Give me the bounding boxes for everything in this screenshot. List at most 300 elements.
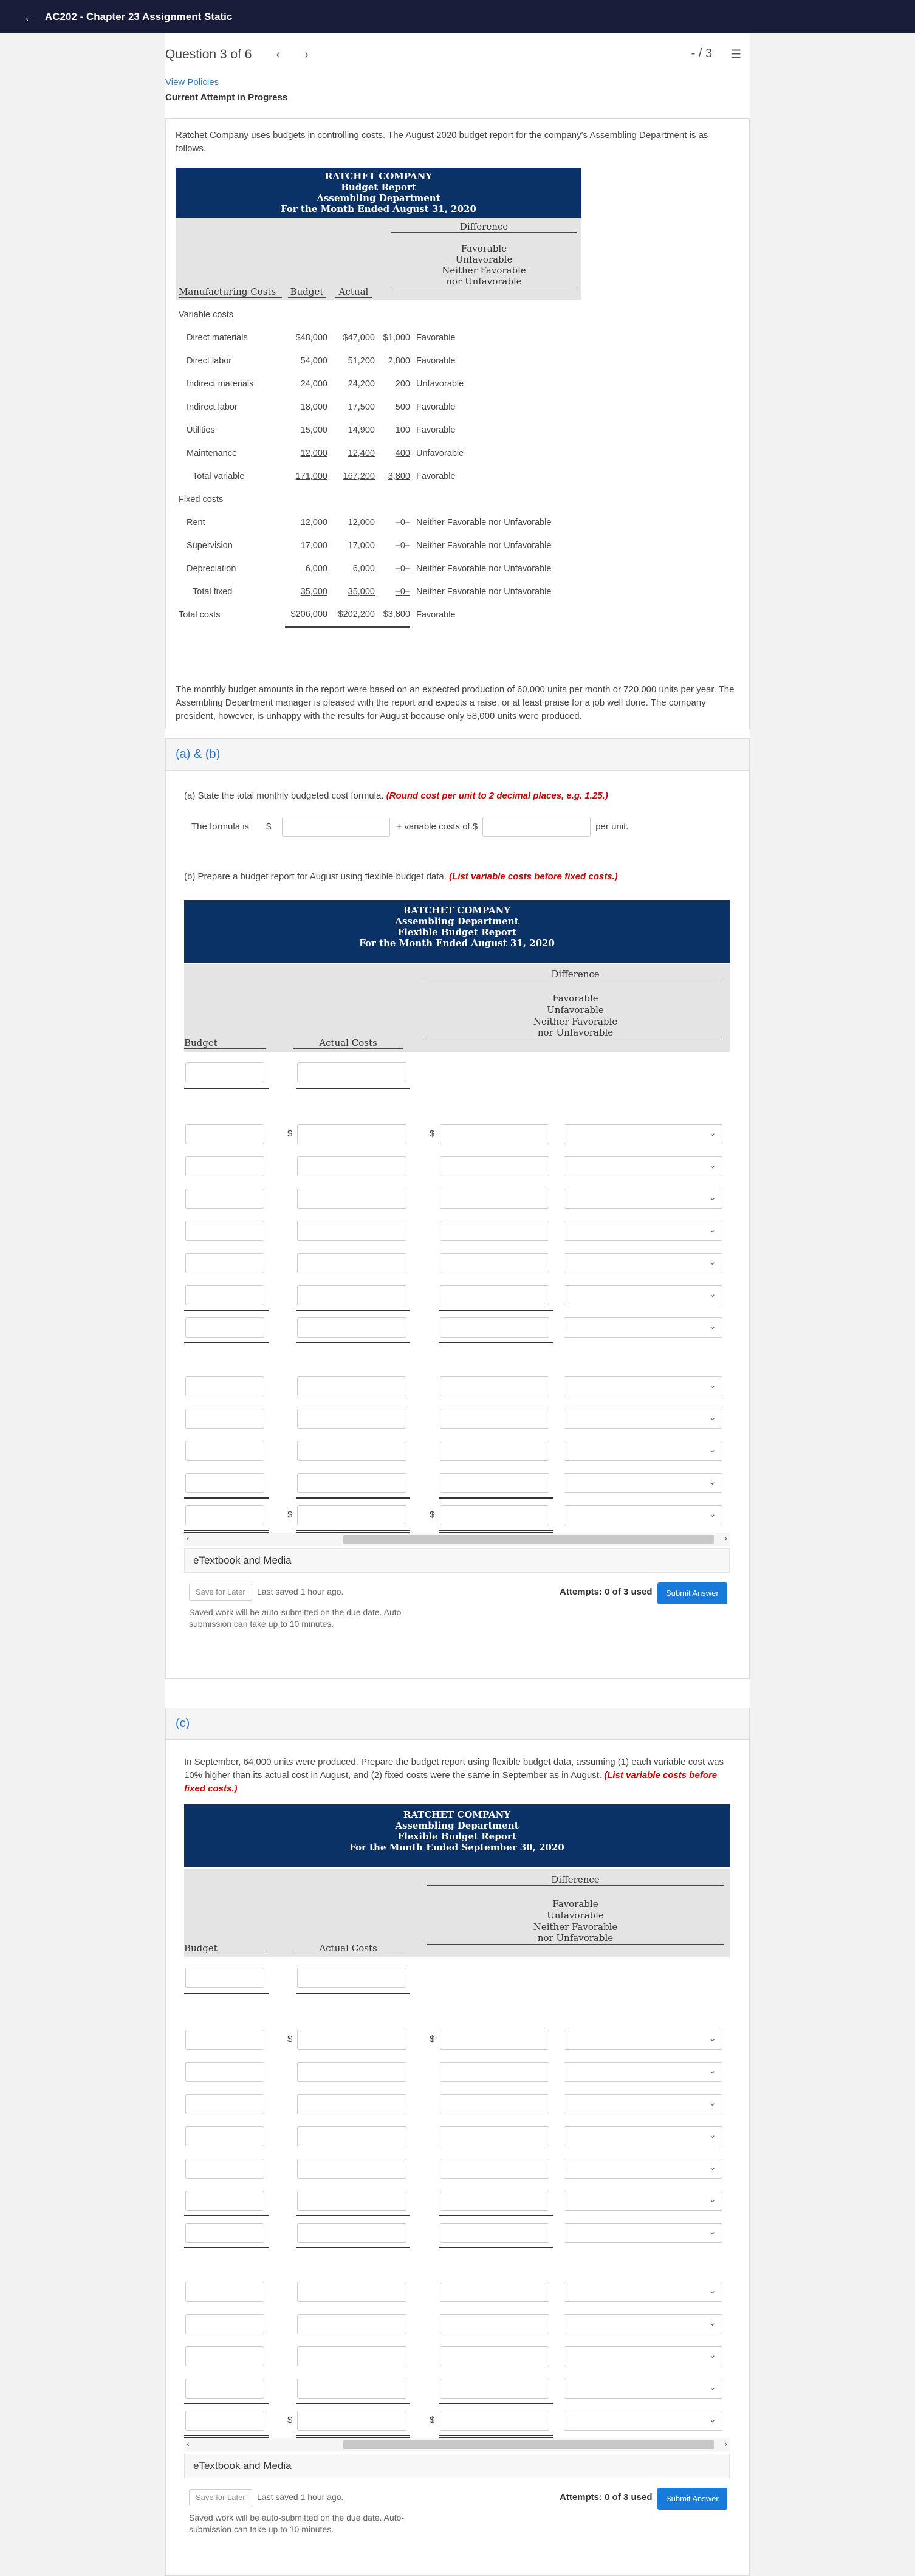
- report-fav-header: [391, 243, 577, 287]
- part-ab-title: (a) & (b): [166, 739, 749, 771]
- underline: [184, 1088, 269, 1089]
- dollar-sign: $: [266, 822, 272, 832]
- per-unit-label: per unit.: [595, 822, 629, 832]
- report-row: [176, 326, 581, 349]
- diff-value: –0–: [395, 564, 410, 574]
- cost-name: Total costs: [179, 610, 221, 620]
- difference-input[interactable]: [440, 2191, 549, 2211]
- actual-cost-input[interactable]: [297, 1156, 406, 1176]
- actual-cost-input[interactable]: [297, 2411, 406, 2431]
- fav-value: Favorable: [416, 402, 456, 412]
- cost-name: Indirect labor: [187, 402, 238, 412]
- difference-input[interactable]: [440, 2346, 549, 2366]
- part-c-instruction: [184, 1756, 731, 1795]
- cost-item-input[interactable]: [185, 2126, 264, 2146]
- diff-value: 100: [395, 425, 410, 435]
- fb-fav-header: [427, 1898, 724, 1945]
- diff-value: $3,800: [375, 603, 410, 627]
- fb-name: Flexible Budget Report: [397, 927, 516, 938]
- report-row: [176, 557, 581, 580]
- difference-input[interactable]: [440, 1156, 549, 1176]
- fav-label: Favorable: [461, 243, 507, 254]
- cost-name: Utilities: [187, 425, 215, 435]
- difference-input[interactable]: [440, 1317, 549, 1338]
- actual-cost-input[interactable]: [297, 2223, 406, 2243]
- diff-value: 400: [395, 448, 410, 458]
- top-bar: [0, 0, 915, 33]
- fav-label: Neither Favorable: [533, 1015, 618, 1027]
- fav-value: Neither Favorable nor Unfavorable: [416, 564, 552, 574]
- fb-difference: Difference: [427, 1874, 724, 1886]
- cost-name: Supervision: [187, 541, 233, 551]
- fav-label: nor Unfavorable: [537, 1932, 614, 1944]
- favorable-select[interactable]: [564, 1473, 722, 1493]
- budget-value: 6,000: [305, 564, 327, 574]
- units-budget-input[interactable]: [185, 1062, 264, 1082]
- cost-item-input[interactable]: [185, 1189, 264, 1209]
- cost-item-input[interactable]: [185, 1473, 264, 1493]
- difference-input[interactable]: [440, 2223, 549, 2243]
- difference-input[interactable]: [440, 2126, 549, 2146]
- part-a-instruction: [184, 791, 608, 801]
- difference-input[interactable]: [440, 2159, 549, 2179]
- actual-cost-input[interactable]: [297, 1221, 406, 1241]
- underline: [184, 1342, 269, 1343]
- problem-card: [165, 118, 750, 729]
- report-header: [176, 168, 581, 218]
- difference-input[interactable]: [440, 2030, 549, 2050]
- actual-cost-input[interactable]: [297, 1285, 406, 1305]
- underline: [184, 2403, 269, 2404]
- underline: [296, 1497, 410, 1499]
- report-table: [176, 303, 581, 628]
- fav-value: Unfavorable: [416, 379, 464, 389]
- etextbook-media[interactable]: eTextbook and Media: [184, 1548, 730, 1573]
- underline: [439, 1497, 553, 1499]
- favorable-select[interactable]: [564, 2379, 722, 2399]
- question-number: Question 3 of 6: [165, 47, 252, 61]
- budget-value: 17,000: [300, 541, 327, 551]
- underline: [439, 1310, 553, 1311]
- underline: [439, 1342, 553, 1343]
- auto-submit-note: Saved work will be auto-submitted on the due date. Auto-submission can take up to 10 minutes.: [189, 1607, 405, 1629]
- fav-value: Unfavorable: [416, 448, 464, 458]
- units-actual-input[interactable]: [297, 1968, 406, 1988]
- units-budget-input[interactable]: [185, 1968, 264, 1988]
- actual-value: 167,200: [343, 472, 375, 481]
- cost-item-input[interactable]: [185, 2411, 264, 2431]
- fav-label: nor Unfavorable: [446, 276, 522, 287]
- part-c-text: In September, 64,000 units were produced. Prepare the budget report using flexible budget data, assuming (1) each variable cost was 10% higher than its actual cost in August, and (2) fixed costs were the same in September as in August.: [184, 1757, 724, 1781]
- cost-item-input[interactable]: [185, 2282, 264, 2302]
- underline: [296, 1993, 410, 1994]
- favorable-select[interactable]: [564, 1156, 722, 1176]
- difference-input[interactable]: [440, 1505, 549, 1525]
- part-c-card: [165, 1708, 750, 2576]
- difference-input[interactable]: [440, 1285, 549, 1305]
- fixed-cost-input[interactable]: [282, 817, 390, 837]
- underline: [439, 2247, 553, 2248]
- dollar-sign: $: [287, 2415, 293, 2425]
- actual-cost-input[interactable]: [297, 2379, 406, 2399]
- cost-name: Total fixed: [193, 587, 233, 597]
- underline: [439, 2403, 553, 2404]
- actual-value: $47,000: [343, 333, 375, 343]
- formula-row: [191, 817, 628, 837]
- actual-value: $202,200: [327, 603, 375, 627]
- cost-item-input[interactable]: [185, 2379, 264, 2399]
- fav-value: Favorable: [416, 356, 456, 366]
- fb-dept: Assembling Department: [395, 916, 519, 927]
- variable-rate-input[interactable]: [482, 817, 591, 837]
- difference-input[interactable]: [440, 1376, 549, 1396]
- cost-item-input[interactable]: [185, 2346, 264, 2366]
- part-b-text: (b) Prepare a budget report for August using flexible budget data.: [184, 871, 447, 882]
- budget-value: 35,000: [300, 587, 327, 597]
- dollar-sign: $: [287, 1128, 293, 1139]
- difference-input[interactable]: [440, 1441, 549, 1461]
- difference-input[interactable]: [440, 2094, 549, 2114]
- dollar-sign: $: [287, 2034, 293, 2044]
- report-row: [176, 603, 581, 627]
- dollar-sign: $: [430, 1128, 435, 1139]
- dollar-sign: $: [430, 2034, 435, 2044]
- part-c-title: (c): [166, 1708, 749, 1740]
- actual-cost-input[interactable]: [297, 2030, 406, 2050]
- cost-item-input[interactable]: [185, 2062, 264, 2082]
- favorable-select[interactable]: [564, 2282, 722, 2302]
- units-actual-input[interactable]: [297, 1062, 406, 1082]
- actual-cost-input[interactable]: [297, 2346, 406, 2366]
- actual-value: 12,000: [348, 518, 375, 527]
- actual-cost-input[interactable]: [297, 1409, 406, 1429]
- fav-value: Neither Favorable nor Unfavorable: [416, 541, 552, 551]
- cost-item-input[interactable]: [185, 1376, 264, 1396]
- report-row: [176, 511, 581, 534]
- fb-name: Flexible Budget Report: [397, 1831, 516, 1842]
- favorable-select[interactable]: [564, 1505, 722, 1525]
- attempts-counter: Attempts: 0 of 3 used: [560, 1587, 653, 1597]
- budget-value: 24,000: [300, 379, 327, 389]
- cost-item-input[interactable]: [185, 1285, 264, 1305]
- budget-value: $48,000: [295, 333, 327, 343]
- actual-cost-input[interactable]: [297, 1473, 406, 1493]
- actual-cost-input[interactable]: [297, 2062, 406, 2082]
- actual-value: 14,900: [348, 425, 375, 435]
- formula-label: The formula is: [191, 822, 250, 832]
- scroll-left-icon[interactable]: ‹: [187, 2439, 190, 2448]
- diff-value: 3,800: [388, 472, 410, 481]
- cost-item-input[interactable]: [185, 2159, 264, 2179]
- part-a-text: (a) State the total monthly budgeted cost formula.: [184, 791, 384, 801]
- next-question-icon[interactable]: ›: [304, 47, 309, 61]
- part-a-hint: (Round cost per unit to 2 decimal places, e.g. 1.25.): [386, 791, 608, 801]
- report-row: [176, 303, 581, 326]
- report-row: [176, 488, 581, 511]
- report-row: [176, 396, 581, 419]
- etextbook-media[interactable]: eTextbook and Media: [184, 2454, 730, 2478]
- fav-value: Favorable: [416, 333, 456, 343]
- part-b-instruction: [184, 871, 618, 882]
- fb-col-budget: Budget: [184, 1037, 266, 1049]
- report-name: Budget Report: [341, 182, 416, 193]
- question-header: [165, 33, 750, 76]
- underline: [184, 2247, 269, 2248]
- favorable-select[interactable]: [564, 2411, 722, 2431]
- fb-fav-header: [427, 993, 724, 1039]
- underline: [296, 1342, 410, 1343]
- report-period: For the Month Ended August 31, 2020: [281, 204, 476, 215]
- difference-input[interactable]: [440, 2411, 549, 2431]
- cost-item-input[interactable]: [185, 1253, 264, 1273]
- report-column-headers: [176, 218, 581, 300]
- favorable-select[interactable]: [564, 1253, 722, 1273]
- fav-label: Favorable: [552, 1898, 598, 1909]
- fav-label: Neither Favorable: [533, 1921, 618, 1932]
- flex-budget-header-b: [184, 900, 730, 963]
- favorable-select[interactable]: [564, 1376, 722, 1396]
- cost-item-input[interactable]: [185, 1156, 264, 1176]
- favorable-select[interactable]: [564, 2159, 722, 2179]
- problem-intro: Ratchet Company uses budgets in controlling costs. The August 2020 budget report for the company's Assembling Department is as follows.: [176, 130, 708, 154]
- budget-value: 18,000: [300, 402, 327, 412]
- actual-cost-input[interactable]: [297, 2126, 406, 2146]
- underline: [439, 2215, 553, 2216]
- cost-item-input[interactable]: [185, 1221, 264, 1241]
- cost-item-input[interactable]: [185, 2191, 264, 2211]
- cost-item-input[interactable]: [185, 2314, 264, 2334]
- last-saved-text: Last saved 1 hour ago.: [257, 2492, 344, 2502]
- scroll-left-icon[interactable]: ‹: [187, 1533, 190, 1543]
- underline: [184, 1310, 269, 1311]
- cost-name: Total variable: [193, 472, 245, 481]
- fav-label: Unfavorable: [455, 254, 513, 265]
- save-for-later-button[interactable]: Save for Later: [189, 2489, 252, 2506]
- arrow-left-icon[interactable]: ←: [23, 9, 36, 24]
- budget-value: 171,000: [295, 472, 327, 481]
- scroll-thumb[interactable]: [343, 2440, 714, 2449]
- favorable-select[interactable]: [564, 1221, 722, 1241]
- actual-value: 6,000: [352, 564, 375, 574]
- fav-label: Neither Favorable: [442, 265, 526, 276]
- fav-value: Favorable: [416, 472, 456, 481]
- part-c-hint: (List variable costs before fixed costs.): [184, 1770, 718, 1794]
- report-row: [176, 534, 581, 557]
- fav-label: Unfavorable: [547, 1004, 604, 1015]
- favorable-select[interactable]: [564, 2030, 722, 2050]
- fb-difference: Difference: [427, 969, 724, 980]
- problem-closing: The monthly budget amounts in the report were based on an expected production of 60,000 units per month or 720,000 units per year. The Assembling Department manager is pleased with the report and expects a raise, or at least praise for a job well done. The company president, however, is unhappy with the results for August because only 58,000 units were produced.: [176, 684, 735, 721]
- attempts-counter: Attempts: 0 of 3 used: [560, 2492, 653, 2502]
- difference-input[interactable]: [440, 1221, 549, 1241]
- underline: [296, 2215, 410, 2216]
- difference-input[interactable]: [440, 1124, 549, 1144]
- cost-name: Rent: [187, 518, 205, 527]
- question-page: [165, 33, 750, 2576]
- last-saved-text: Last saved 1 hour ago.: [257, 1587, 344, 1596]
- cost-item-input[interactable]: [185, 1317, 264, 1338]
- actual-cost-input[interactable]: [297, 1317, 406, 1338]
- submit-answer-button[interactable]: Submit Answer: [657, 1582, 727, 1604]
- cost-item-input[interactable]: [185, 1441, 264, 1461]
- budget-report: [176, 168, 581, 628]
- fav-label: Unfavorable: [547, 1909, 604, 1921]
- report-company: RATCHET COMPANY: [324, 171, 433, 182]
- diff-value: –0–: [395, 518, 410, 527]
- diff-value: $1,000: [383, 333, 410, 343]
- difference-input[interactable]: [440, 1253, 549, 1273]
- budget-value: 54,000: [300, 356, 327, 366]
- favorable-select[interactable]: [564, 2126, 722, 2146]
- fav-label: nor Unfavorable: [537, 1027, 614, 1039]
- actual-cost-input[interactable]: [297, 1441, 406, 1461]
- difference-input[interactable]: [440, 2062, 549, 2082]
- col-manufacturing-costs: Manufacturing Costs: [179, 286, 282, 298]
- fb-period: For the Month Ended September 30, 2020: [349, 1842, 564, 1853]
- cost-item-input[interactable]: [185, 2223, 264, 2243]
- assignment-title: AC202 - Chapter 23 Assignment Static: [45, 10, 233, 22]
- underline: [296, 1088, 410, 1089]
- section-label: Fixed costs: [179, 495, 224, 504]
- underline: [296, 1310, 410, 1311]
- favorable-select[interactable]: [564, 2094, 722, 2114]
- dollar-sign: $: [430, 1510, 435, 1520]
- favorable-select[interactable]: [564, 1285, 722, 1305]
- dollar-sign: $: [287, 1510, 293, 1520]
- list-icon[interactable]: ☰: [730, 48, 741, 61]
- part-b-hint: (List variable costs before fixed costs.): [449, 871, 618, 882]
- fb-period: For the Month Ended August 31, 2020: [359, 938, 555, 949]
- difference-input[interactable]: [440, 1473, 549, 1493]
- prev-question-icon[interactable]: ‹: [276, 47, 281, 61]
- col-actual: Actual: [335, 286, 372, 298]
- col-budget: Budget: [288, 286, 326, 298]
- cost-name: Depreciation: [187, 564, 236, 574]
- view-policies-link[interactable]: View Policies: [165, 77, 219, 88]
- favorable-select[interactable]: [564, 1189, 722, 1209]
- budget-value: $206,000: [285, 603, 327, 627]
- variable-cost-label: + variable costs of $: [396, 822, 478, 832]
- actual-cost-input[interactable]: [297, 1253, 406, 1273]
- question-score: - / 3: [691, 47, 713, 60]
- scroll-thumb[interactable]: [343, 1535, 714, 1544]
- cost-name: Direct labor: [187, 356, 232, 366]
- submit-answer-button[interactable]: Submit Answer: [657, 2488, 727, 2510]
- report-dept: Assembling Department: [317, 193, 440, 204]
- actual-value: 35,000: [348, 587, 375, 597]
- fav-label: Favorable: [552, 993, 598, 1004]
- actual-value: 24,200: [348, 379, 375, 389]
- actual-cost-input[interactable]: [297, 2314, 406, 2334]
- section-label: Variable costs: [179, 310, 233, 320]
- actual-cost-input[interactable]: [297, 2282, 406, 2302]
- cost-name: Indirect materials: [187, 379, 254, 389]
- report-difference-header: Difference: [391, 221, 577, 233]
- fb-col-actual: Actual Costs: [293, 1943, 403, 1954]
- underline: [296, 2247, 410, 2248]
- fb-col-actual: Actual Costs: [293, 1037, 403, 1049]
- underline: [184, 2215, 269, 2216]
- actual-cost-input[interactable]: [297, 1189, 406, 1209]
- favorable-select[interactable]: [564, 1124, 722, 1144]
- budget-value: 12,000: [300, 448, 327, 458]
- report-row: [176, 349, 581, 373]
- actual-cost-input[interactable]: [297, 1376, 406, 1396]
- cost-item-input[interactable]: [185, 1409, 264, 1429]
- cost-name: Maintenance: [187, 448, 238, 458]
- cost-item-input[interactable]: [185, 2094, 264, 2114]
- part-ab-card: [165, 738, 750, 1679]
- cost-item-input[interactable]: [185, 2030, 264, 2050]
- cost-item-input[interactable]: [185, 1124, 264, 1144]
- underline: [296, 2403, 410, 2404]
- save-for-later-button[interactable]: Save for Later: [189, 1584, 252, 1601]
- cost-item-input[interactable]: [185, 1505, 264, 1525]
- actual-cost-input[interactable]: [297, 2094, 406, 2114]
- favorable-select[interactable]: [564, 2346, 722, 2366]
- actual-cost-input[interactable]: [297, 1124, 406, 1144]
- cost-name: Direct materials: [187, 333, 248, 343]
- report-row: [176, 373, 581, 396]
- diff-value: –0–: [395, 541, 410, 551]
- fb-dept: Assembling Department: [395, 1820, 519, 1831]
- report-row: [176, 442, 581, 465]
- underline: [184, 1993, 269, 1994]
- actual-value: 12,400: [348, 448, 375, 458]
- underline: [184, 1497, 269, 1499]
- fb-column-headers: [184, 1869, 730, 1957]
- diff-value: 2,800: [388, 356, 410, 366]
- actual-value: 51,200: [348, 356, 375, 366]
- budget-value: 15,000: [300, 425, 327, 435]
- scroll-right-icon[interactable]: ›: [724, 2439, 727, 2448]
- scroll-right-icon[interactable]: ›: [724, 1533, 727, 1543]
- fb-company: RATCHET COMPANY: [403, 905, 511, 916]
- favorable-select[interactable]: [564, 1317, 722, 1338]
- actual-cost-input[interactable]: [297, 2191, 406, 2211]
- actual-value: 17,000: [348, 541, 375, 551]
- auto-submit-note: Saved work will be auto-submitted on the due date. Auto-submission can take up to 10 minutes.: [189, 2513, 405, 2534]
- difference-input[interactable]: [440, 1409, 549, 1429]
- diff-value: 500: [395, 402, 410, 412]
- budget-value: 12,000: [300, 518, 327, 527]
- favorable-select[interactable]: [564, 2062, 722, 2082]
- favorable-select[interactable]: [564, 2191, 722, 2211]
- fb-column-headers: [184, 964, 730, 1052]
- difference-input[interactable]: [440, 2314, 549, 2334]
- diff-value: –0–: [395, 587, 410, 597]
- horizontal-scrollbar[interactable]: [184, 2438, 730, 2451]
- flex-budget-header-c: [184, 1804, 730, 1867]
- favorable-select[interactable]: [564, 2223, 722, 2243]
- difference-input[interactable]: [440, 2282, 549, 2302]
- report-row: [176, 419, 581, 442]
- favorable-select[interactable]: [564, 1409, 722, 1429]
- actual-cost-input[interactable]: [297, 2159, 406, 2179]
- attempt-status: Current Attempt in Progress: [165, 92, 288, 103]
- favorable-select[interactable]: [564, 2314, 722, 2334]
- fav-value: Neither Favorable nor Unfavorable: [416, 518, 552, 527]
- favorable-select[interactable]: [564, 1441, 722, 1461]
- fb-col-budget: Budget: [184, 1943, 266, 1954]
- difference-input[interactable]: [440, 1189, 549, 1209]
- difference-input[interactable]: [440, 2379, 549, 2399]
- actual-value: 17,500: [348, 402, 375, 412]
- diff-value: 200: [395, 379, 410, 389]
- fav-value: Favorable: [416, 425, 456, 435]
- horizontal-scrollbar[interactable]: [184, 1533, 730, 1546]
- actual-cost-input[interactable]: [297, 1505, 406, 1525]
